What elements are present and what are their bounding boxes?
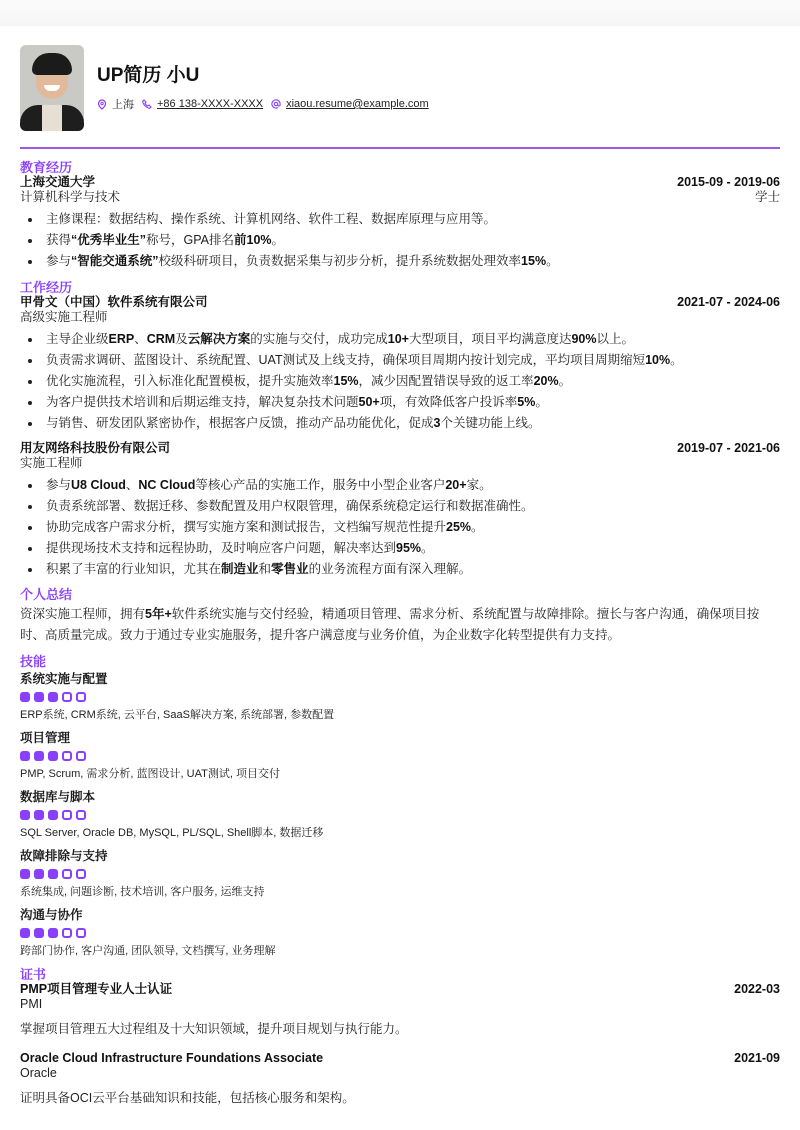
certificate-description: 掌握项目管理五大过程组及十大知识领域，提升项目规划与执行能力。	[20, 1022, 408, 1036]
section-title-summary: 个人总结	[20, 587, 73, 602]
skill-name: 项目管理	[20, 731, 71, 745]
rating-filled-icon	[48, 869, 58, 879]
rating-empty-icon	[76, 928, 86, 938]
contact-location	[97, 96, 134, 112]
job-role: 高级实施工程师	[20, 310, 108, 324]
avatar	[20, 45, 84, 131]
skill-rating	[20, 751, 780, 761]
location-text: 上海	[112, 99, 134, 111]
skill-name: 系统实施与配置	[20, 672, 108, 686]
rating-empty-icon	[62, 810, 72, 820]
certificate-issuer: PMI	[20, 997, 43, 1011]
header-divider	[20, 147, 780, 149]
phone-icon	[142, 99, 152, 109]
rating-filled-icon	[48, 692, 58, 702]
header-info	[97, 64, 437, 112]
skill-rating	[20, 928, 780, 938]
company-name: 甲骨文（中国）软件系统有限公司	[20, 295, 208, 309]
rating-filled-icon	[20, 751, 30, 761]
email-link[interactable]: xiaou.resume@example.com	[286, 98, 429, 110]
skill-keywords: SQL Server, Oracle DB, MySQL, PL/SQL, Shell脚本, 数据迁移	[20, 827, 324, 839]
skill-keywords: 跨部门协作, 客户沟通, 团队领导, 文档撰写, 业务理解	[20, 945, 276, 957]
candidate-name: UP简历 小U	[97, 65, 200, 86]
bullet-item: 与销售、研发团队紧密协作，根据客户反馈，推动产品功能优化，促成3个关键功能上线。	[20, 413, 780, 434]
section-skills	[20, 655, 780, 958]
rating-empty-icon	[76, 692, 86, 702]
education-date: 2015-09 - 2019-06	[677, 175, 780, 189]
certificate-date: 2022-03	[734, 982, 780, 996]
rating-filled-icon	[34, 810, 44, 820]
section-title-skills: 技能	[20, 654, 47, 669]
skill-name: 故障排除与支持	[20, 849, 108, 863]
rating-filled-icon	[34, 692, 44, 702]
skill-keywords: 系统集成, 问题诊断, 技术培训, 客户服务, 运维支持	[20, 886, 265, 898]
rating-filled-icon	[20, 810, 30, 820]
certificate-issuer: Oracle	[20, 1066, 57, 1080]
bullet-item: 获得“优秀毕业生”称号，GPA排名前10%。	[20, 230, 780, 251]
section-certificates	[20, 968, 780, 1106]
company-name: 用友网络科技股份有限公司	[20, 441, 171, 455]
bullet-item: 协助完成客户需求分析，撰写实施方案和测试报告，文档编写规范性提升25%。	[20, 517, 780, 538]
skill-name: 数据库与脚本	[20, 790, 96, 804]
certificate-description: 证明具备OCI云平台基础知识和技能，包括核心服务和架构。	[20, 1091, 355, 1105]
rating-empty-icon	[62, 692, 72, 702]
certificate-date: 2021-09	[734, 1051, 780, 1065]
rating-empty-icon	[62, 751, 72, 761]
rating-filled-icon	[20, 928, 30, 938]
map-pin-icon	[97, 99, 107, 110]
rating-empty-icon	[76, 751, 86, 761]
education-bullets	[20, 209, 780, 272]
rating-filled-icon	[34, 928, 44, 938]
rating-empty-icon	[62, 869, 72, 879]
bullet-item: 负责需求调研、蓝图设计、系统配置、UAT测试及上线支持，确保项目周期内按计划完成，平均项目周期缩短10%。	[20, 350, 780, 371]
education-entry	[20, 175, 780, 205]
bullet-item: 参与“智能交通系统”校级科研项目，负责数据采集与初步分析，提升系统数据处理效率15%。	[20, 251, 780, 272]
job-date: 2021-07 - 2024-06	[677, 295, 780, 309]
rating-empty-icon	[62, 928, 72, 938]
rating-empty-icon	[76, 869, 86, 879]
job-bullets	[20, 329, 780, 434]
contact-list	[97, 96, 437, 112]
job-date: 2019-07 - 2021-06	[677, 441, 780, 455]
skill-rating	[20, 692, 780, 702]
skill-item	[20, 907, 780, 958]
skill-rating	[20, 869, 780, 879]
bullet-item: 提供现场技术支持和远程协助，及时响应客户问题，解决率达到95%。	[20, 538, 780, 559]
at-icon	[271, 99, 281, 109]
phone-link[interactable]: +86 138-XXXX-XXXX	[157, 98, 264, 110]
bullet-item: 主修课程：数据结构、操作系统、计算机网络、软件工程、数据库原理与应用等。	[20, 209, 780, 230]
certificate-name: Oracle Cloud Infrastructure Foundations Associate	[20, 1051, 324, 1065]
avatar-hair	[32, 53, 72, 75]
bullet-item: 积累了丰富的行业知识，尤其在制造业和零售业的业务流程方面有深入理解。	[20, 559, 780, 580]
section-title-work: 工作经历	[20, 280, 73, 295]
certificate-name: PMP项目管理专业人士认证	[20, 982, 173, 996]
skill-rating	[20, 810, 780, 820]
job-bullets	[20, 475, 780, 580]
rating-filled-icon	[48, 810, 58, 820]
certificate-entry	[20, 1051, 780, 1106]
skill-keywords: ERP系统, CRM系统, 云平台, SaaS解决方案, 系统部署, 参数配置	[20, 709, 335, 721]
skill-item	[20, 730, 780, 781]
avatar-shirt	[42, 105, 62, 131]
bullet-item: 参与U8 Cloud、NC Cloud等核心产品的实施工作，服务中小型企业客户20+家。	[20, 475, 780, 496]
rating-filled-icon	[48, 751, 58, 761]
rating-filled-icon	[34, 869, 44, 879]
rating-filled-icon	[34, 751, 44, 761]
bullet-item: 负责系统部署、数据迁移、参数配置及用户权限管理，确保系统稳定运行和数据准确性。	[20, 496, 780, 517]
job-entry	[20, 441, 780, 580]
section-work	[20, 281, 780, 580]
school-name: 上海交通大学	[20, 175, 96, 189]
skills-list	[20, 671, 780, 958]
rating-empty-icon	[76, 810, 86, 820]
section-summary	[20, 588, 780, 646]
rating-filled-icon	[20, 869, 30, 879]
skill-item	[20, 789, 780, 840]
bullet-item: 主导企业级ERP、CRM及云解决方案的实施与交付，成功完成10+大型项目，项目平均满意度达90%以上。	[20, 329, 780, 350]
contact-email[interactable]	[271, 98, 429, 110]
rating-filled-icon	[20, 692, 30, 702]
degree: 学士	[754, 190, 780, 204]
major: 计算机科学与技术	[20, 190, 121, 204]
job-role: 实施工程师	[20, 456, 83, 470]
summary-text: 资深实施工程师，拥有5年+软件系统实施与交付经验，精通项目管理、需求分析、系统配置与故障排除。擅长与客户沟通，确保项目按时、高质量完成。致力于通过专业实施服务，提升客户满意度与业务价值，为企业数字化转型提供有力支持。	[20, 607, 760, 642]
skill-item	[20, 848, 780, 899]
bullet-item: 优化实施流程，引入标准化配置模板，提升实施效率15%，减少因配置错误导致的返工率20%。	[20, 371, 780, 392]
section-education	[20, 161, 780, 272]
resume-header	[20, 44, 780, 132]
contact-phone[interactable]	[142, 98, 263, 110]
skill-keywords: PMP, Scrum, 需求分析, 蓝图设计, UAT测试, 项目交付	[20, 768, 280, 780]
skill-item	[20, 671, 780, 722]
job-entry	[20, 295, 780, 434]
section-title-certificates: 证书	[20, 967, 47, 982]
top-bar	[0, 0, 800, 26]
certificate-entry	[20, 982, 780, 1037]
skill-name: 沟通与协作	[20, 908, 83, 922]
rating-filled-icon	[48, 928, 58, 938]
bullet-item: 为客户提供技术培训和后期运维支持，解决复杂技术问题50+项，有效降低客户投诉率5%。	[20, 392, 780, 413]
resume-page	[20, 44, 780, 1106]
section-title-education: 教育经历	[20, 160, 73, 175]
